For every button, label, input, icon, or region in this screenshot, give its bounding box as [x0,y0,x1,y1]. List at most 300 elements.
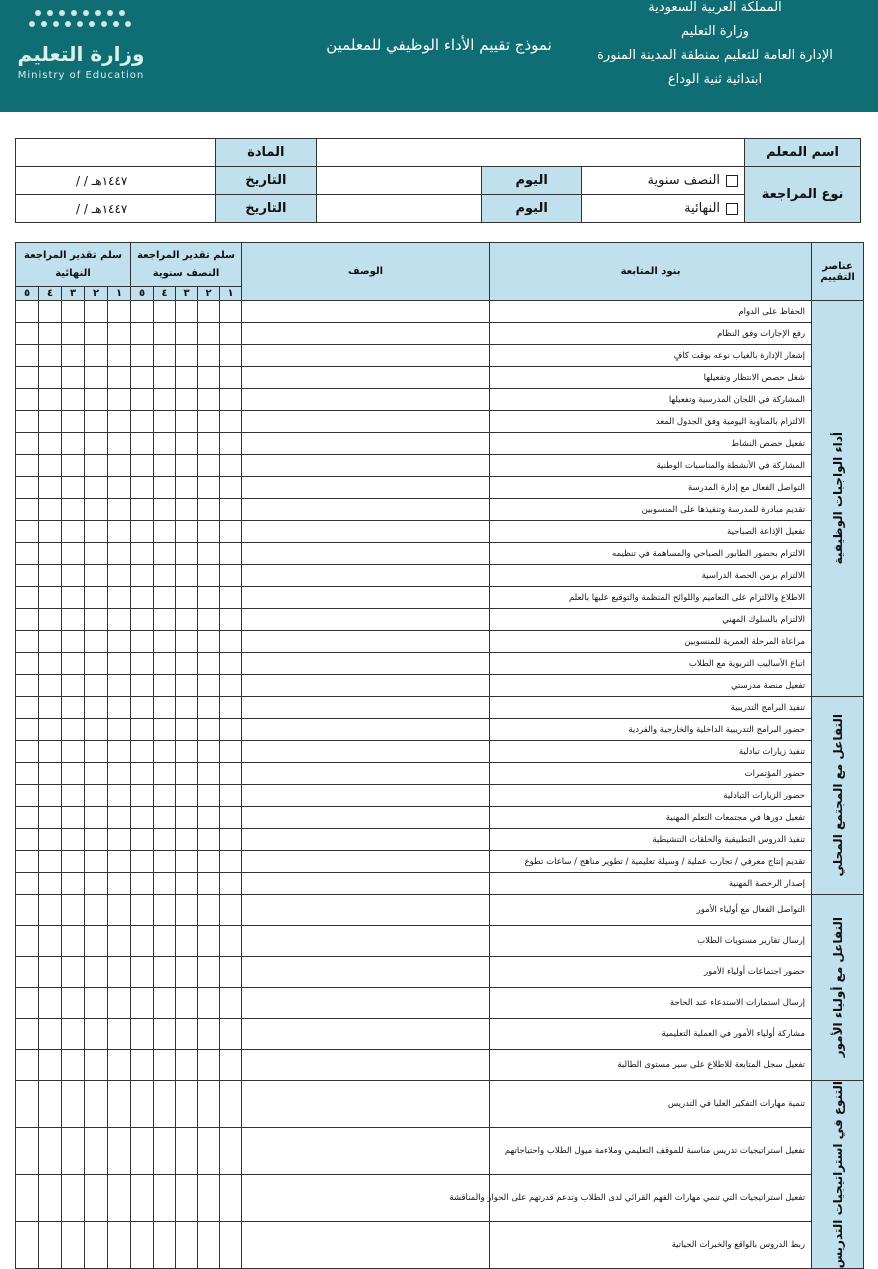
score-cell[interactable] [16,1128,39,1175]
score-cell[interactable] [62,697,85,719]
score-cell[interactable] [176,499,198,521]
score-cell[interactable] [16,477,39,499]
score-cell[interactable] [85,873,108,895]
score-cell[interactable] [131,926,154,957]
score-cell[interactable] [131,1128,154,1175]
score-cell[interactable] [220,741,242,763]
score-cell[interactable] [62,926,85,957]
score-cell[interactable] [198,1222,220,1269]
description-cell[interactable] [242,609,490,631]
score-cell[interactable] [62,741,85,763]
score-cell[interactable] [131,367,154,389]
score-cell[interactable] [220,957,242,988]
score-cell[interactable] [131,587,154,609]
score-cell[interactable] [85,785,108,807]
score-cell[interactable] [220,988,242,1019]
score-cell[interactable] [154,926,176,957]
score-cell[interactable] [85,829,108,851]
score-cell[interactable] [85,1222,108,1269]
score-cell[interactable] [131,301,154,323]
score-cell[interactable] [108,873,131,895]
score-cell[interactable] [108,301,131,323]
score-cell[interactable] [176,741,198,763]
score-cell[interactable] [39,367,62,389]
score-cell[interactable] [131,477,154,499]
score-cell[interactable] [62,873,85,895]
score-cell[interactable] [198,1019,220,1050]
score-cell[interactable] [62,653,85,675]
score-cell[interactable] [198,367,220,389]
score-cell[interactable] [198,477,220,499]
score-cell[interactable] [85,389,108,411]
score-cell[interactable] [85,301,108,323]
score-cell[interactable] [16,1050,39,1081]
score-cell[interactable] [220,1222,242,1269]
score-cell[interactable] [198,675,220,697]
score-cell[interactable] [176,988,198,1019]
score-cell[interactable] [220,345,242,367]
score-cell[interactable] [198,895,220,926]
score-cell[interactable] [131,741,154,763]
score-cell[interactable] [85,1050,108,1081]
score-cell[interactable] [154,477,176,499]
score-cell[interactable] [131,697,154,719]
score-cell[interactable] [154,1019,176,1050]
score-cell[interactable] [131,521,154,543]
score-cell[interactable] [220,433,242,455]
score-cell[interactable] [131,988,154,1019]
score-cell[interactable] [176,926,198,957]
score-cell[interactable] [198,389,220,411]
score-cell[interactable] [62,565,85,587]
score-cell[interactable] [16,521,39,543]
description-cell[interactable] [242,1128,490,1175]
score-cell[interactable] [62,1081,85,1128]
score-cell[interactable] [108,675,131,697]
score-cell[interactable] [16,389,39,411]
score-cell[interactable] [39,926,62,957]
score-cell[interactable] [131,389,154,411]
score-cell[interactable] [85,323,108,345]
score-cell[interactable] [85,411,108,433]
score-cell[interactable] [198,785,220,807]
score-cell[interactable] [108,988,131,1019]
score-cell[interactable] [39,697,62,719]
score-cell[interactable] [85,763,108,785]
score-cell[interactable] [131,543,154,565]
score-cell[interactable] [85,499,108,521]
description-cell[interactable] [242,477,490,499]
score-cell[interactable] [220,521,242,543]
score-cell[interactable] [39,1081,62,1128]
score-cell[interactable] [85,433,108,455]
score-cell[interactable] [85,807,108,829]
score-cell[interactable] [176,873,198,895]
score-cell[interactable] [176,807,198,829]
description-cell[interactable] [242,926,490,957]
score-cell[interactable] [85,345,108,367]
score-cell[interactable] [108,697,131,719]
score-cell[interactable] [131,785,154,807]
score-cell[interactable] [198,1050,220,1081]
score-cell[interactable] [16,1081,39,1128]
score-cell[interactable] [131,411,154,433]
score-cell[interactable] [220,926,242,957]
score-cell[interactable] [220,851,242,873]
score-cell[interactable] [108,543,131,565]
score-cell[interactable] [85,957,108,988]
description-cell[interactable] [242,873,490,895]
score-cell[interactable] [220,477,242,499]
score-cell[interactable] [108,521,131,543]
score-cell[interactable] [16,411,39,433]
score-cell[interactable] [39,895,62,926]
score-cell[interactable] [85,565,108,587]
description-cell[interactable] [242,719,490,741]
score-cell[interactable] [85,477,108,499]
score-cell[interactable] [16,926,39,957]
score-cell[interactable] [39,957,62,988]
score-cell[interactable] [220,499,242,521]
score-cell[interactable] [16,807,39,829]
score-cell[interactable] [16,455,39,477]
score-cell[interactable] [39,565,62,587]
score-cell[interactable] [108,631,131,653]
score-cell[interactable] [39,675,62,697]
score-cell[interactable] [39,1050,62,1081]
score-cell[interactable] [131,851,154,873]
score-cell[interactable] [154,785,176,807]
score-cell[interactable] [16,895,39,926]
score-cell[interactable] [154,719,176,741]
score-cell[interactable] [154,301,176,323]
score-cell[interactable] [85,1175,108,1222]
description-cell[interactable] [242,411,490,433]
score-cell[interactable] [176,763,198,785]
score-cell[interactable] [85,609,108,631]
score-cell[interactable] [62,323,85,345]
score-cell[interactable] [62,1222,85,1269]
score-cell[interactable] [39,433,62,455]
score-cell[interactable] [198,1175,220,1222]
score-cell[interactable] [16,609,39,631]
score-cell[interactable] [39,851,62,873]
score-cell[interactable] [220,631,242,653]
score-cell[interactable] [176,1081,198,1128]
score-cell[interactable] [39,301,62,323]
score-cell[interactable] [39,323,62,345]
score-cell[interactable] [108,323,131,345]
score-cell[interactable] [108,1128,131,1175]
score-cell[interactable] [62,1128,85,1175]
score-cell[interactable] [154,653,176,675]
score-cell[interactable] [62,587,85,609]
score-cell[interactable] [220,1081,242,1128]
score-cell[interactable] [198,499,220,521]
date-field[interactable]: / / ١٤٤٧هـ [16,195,216,223]
score-cell[interactable] [39,988,62,1019]
score-cell[interactable] [108,389,131,411]
score-cell[interactable] [39,1019,62,1050]
score-cell[interactable] [198,763,220,785]
description-cell[interactable] [242,1222,490,1269]
description-cell[interactable] [242,301,490,323]
score-cell[interactable] [62,1175,85,1222]
score-cell[interactable] [16,675,39,697]
score-cell[interactable] [39,389,62,411]
day-field[interactable] [317,195,482,223]
midyear-checkbox[interactable] [726,175,738,187]
description-cell[interactable] [242,829,490,851]
midyear-option[interactable] [581,167,744,195]
score-cell[interactable] [176,957,198,988]
score-cell[interactable] [154,389,176,411]
score-cell[interactable] [85,851,108,873]
description-cell[interactable] [242,543,490,565]
score-cell[interactable] [131,829,154,851]
score-cell[interactable] [154,763,176,785]
description-cell[interactable] [242,499,490,521]
description-cell[interactable] [242,697,490,719]
score-cell[interactable] [198,851,220,873]
description-cell[interactable] [242,433,490,455]
score-cell[interactable] [154,565,176,587]
score-cell[interactable] [62,675,85,697]
score-cell[interactable] [39,829,62,851]
score-cell[interactable] [16,851,39,873]
score-cell[interactable] [154,741,176,763]
score-cell[interactable] [131,1081,154,1128]
score-cell[interactable] [176,829,198,851]
score-cell[interactable] [62,389,85,411]
score-cell[interactable] [176,411,198,433]
score-cell[interactable] [39,631,62,653]
description-cell[interactable] [242,1050,490,1081]
description-cell[interactable] [242,1019,490,1050]
description-cell[interactable] [242,653,490,675]
score-cell[interactable] [198,926,220,957]
score-cell[interactable] [154,411,176,433]
score-cell[interactable] [85,697,108,719]
score-cell[interactable] [176,675,198,697]
score-cell[interactable] [39,719,62,741]
score-cell[interactable] [16,1222,39,1269]
score-cell[interactable] [198,741,220,763]
score-cell[interactable] [62,1019,85,1050]
score-cell[interactable] [39,1128,62,1175]
score-cell[interactable] [39,785,62,807]
score-cell[interactable] [131,873,154,895]
score-cell[interactable] [176,785,198,807]
description-cell[interactable] [242,807,490,829]
score-cell[interactable] [39,1175,62,1222]
score-cell[interactable] [62,957,85,988]
score-cell[interactable] [198,301,220,323]
description-cell[interactable] [242,367,490,389]
score-cell[interactable] [16,631,39,653]
score-cell[interactable] [154,543,176,565]
score-cell[interactable] [62,829,85,851]
score-cell[interactable] [154,455,176,477]
score-cell[interactable] [220,785,242,807]
description-cell[interactable] [242,895,490,926]
score-cell[interactable] [16,543,39,565]
score-cell[interactable] [85,675,108,697]
score-cell[interactable] [85,895,108,926]
score-cell[interactable] [154,1222,176,1269]
score-cell[interactable] [220,895,242,926]
score-cell[interactable] [176,631,198,653]
score-cell[interactable] [16,697,39,719]
score-cell[interactable] [220,367,242,389]
score-cell[interactable] [154,433,176,455]
score-cell[interactable] [220,543,242,565]
score-cell[interactable] [62,988,85,1019]
score-cell[interactable] [198,957,220,988]
score-cell[interactable] [176,543,198,565]
score-cell[interactable] [62,433,85,455]
score-cell[interactable] [154,367,176,389]
score-cell[interactable] [16,1019,39,1050]
score-cell[interactable] [198,323,220,345]
score-cell[interactable] [220,829,242,851]
score-cell[interactable] [85,926,108,957]
score-cell[interactable] [16,741,39,763]
score-cell[interactable] [198,455,220,477]
score-cell[interactable] [154,988,176,1019]
score-cell[interactable] [108,895,131,926]
score-cell[interactable] [85,1128,108,1175]
score-cell[interactable] [220,609,242,631]
score-cell[interactable] [198,411,220,433]
score-cell[interactable] [108,411,131,433]
score-cell[interactable] [108,1019,131,1050]
score-cell[interactable] [154,807,176,829]
score-cell[interactable] [176,323,198,345]
score-cell[interactable] [131,455,154,477]
score-cell[interactable] [154,895,176,926]
score-cell[interactable] [176,433,198,455]
score-cell[interactable] [62,851,85,873]
score-cell[interactable] [16,565,39,587]
score-cell[interactable] [131,1175,154,1222]
score-cell[interactable] [131,763,154,785]
score-cell[interactable] [154,1175,176,1222]
score-cell[interactable] [220,719,242,741]
score-cell[interactable] [131,631,154,653]
score-cell[interactable] [176,367,198,389]
score-cell[interactable] [62,301,85,323]
score-cell[interactable] [198,988,220,1019]
score-cell[interactable] [154,1081,176,1128]
score-cell[interactable] [62,895,85,926]
score-cell[interactable] [220,411,242,433]
score-cell[interactable] [16,1175,39,1222]
score-cell[interactable] [39,499,62,521]
score-cell[interactable] [176,565,198,587]
score-cell[interactable] [176,851,198,873]
score-cell[interactable] [85,653,108,675]
score-cell[interactable] [131,345,154,367]
score-cell[interactable] [154,521,176,543]
score-cell[interactable] [131,433,154,455]
score-cell[interactable] [39,609,62,631]
score-cell[interactable] [176,1128,198,1175]
score-cell[interactable] [198,807,220,829]
score-cell[interactable] [39,543,62,565]
score-cell[interactable] [16,367,39,389]
score-cell[interactable] [39,1222,62,1269]
score-cell[interactable] [108,345,131,367]
score-cell[interactable] [39,807,62,829]
score-cell[interactable] [198,829,220,851]
score-cell[interactable] [108,367,131,389]
score-cell[interactable] [131,499,154,521]
description-cell[interactable] [242,565,490,587]
score-cell[interactable] [131,323,154,345]
score-cell[interactable] [62,367,85,389]
score-cell[interactable] [85,455,108,477]
score-cell[interactable] [62,1050,85,1081]
score-cell[interactable] [131,675,154,697]
score-cell[interactable] [198,697,220,719]
score-cell[interactable] [62,543,85,565]
score-cell[interactable] [220,807,242,829]
score-cell[interactable] [108,653,131,675]
score-cell[interactable] [108,829,131,851]
score-cell[interactable] [85,988,108,1019]
score-cell[interactable] [16,829,39,851]
description-cell[interactable] [242,345,490,367]
description-cell[interactable] [242,763,490,785]
score-cell[interactable] [108,741,131,763]
date-field[interactable]: / / ١٤٤٧هـ [16,167,216,195]
score-cell[interactable] [39,411,62,433]
score-cell[interactable] [154,323,176,345]
description-cell[interactable] [242,587,490,609]
score-cell[interactable] [131,1050,154,1081]
score-cell[interactable] [85,1081,108,1128]
score-cell[interactable] [108,719,131,741]
score-cell[interactable] [62,807,85,829]
description-cell[interactable] [242,675,490,697]
description-cell[interactable] [242,741,490,763]
score-cell[interactable] [108,477,131,499]
score-cell[interactable] [39,345,62,367]
score-cell[interactable] [85,631,108,653]
score-cell[interactable] [154,675,176,697]
score-cell[interactable] [131,895,154,926]
score-cell[interactable] [108,1081,131,1128]
score-cell[interactable] [131,565,154,587]
description-cell[interactable] [242,323,490,345]
score-cell[interactable] [154,1050,176,1081]
score-cell[interactable] [154,587,176,609]
score-cell[interactable] [220,565,242,587]
score-cell[interactable] [220,653,242,675]
score-cell[interactable] [131,719,154,741]
score-cell[interactable] [220,587,242,609]
score-cell[interactable] [220,675,242,697]
score-cell[interactable] [85,1019,108,1050]
score-cell[interactable] [16,719,39,741]
score-cell[interactable] [39,653,62,675]
score-cell[interactable] [176,653,198,675]
score-cell[interactable] [108,785,131,807]
score-cell[interactable] [62,455,85,477]
score-cell[interactable] [198,609,220,631]
score-cell[interactable] [176,1222,198,1269]
